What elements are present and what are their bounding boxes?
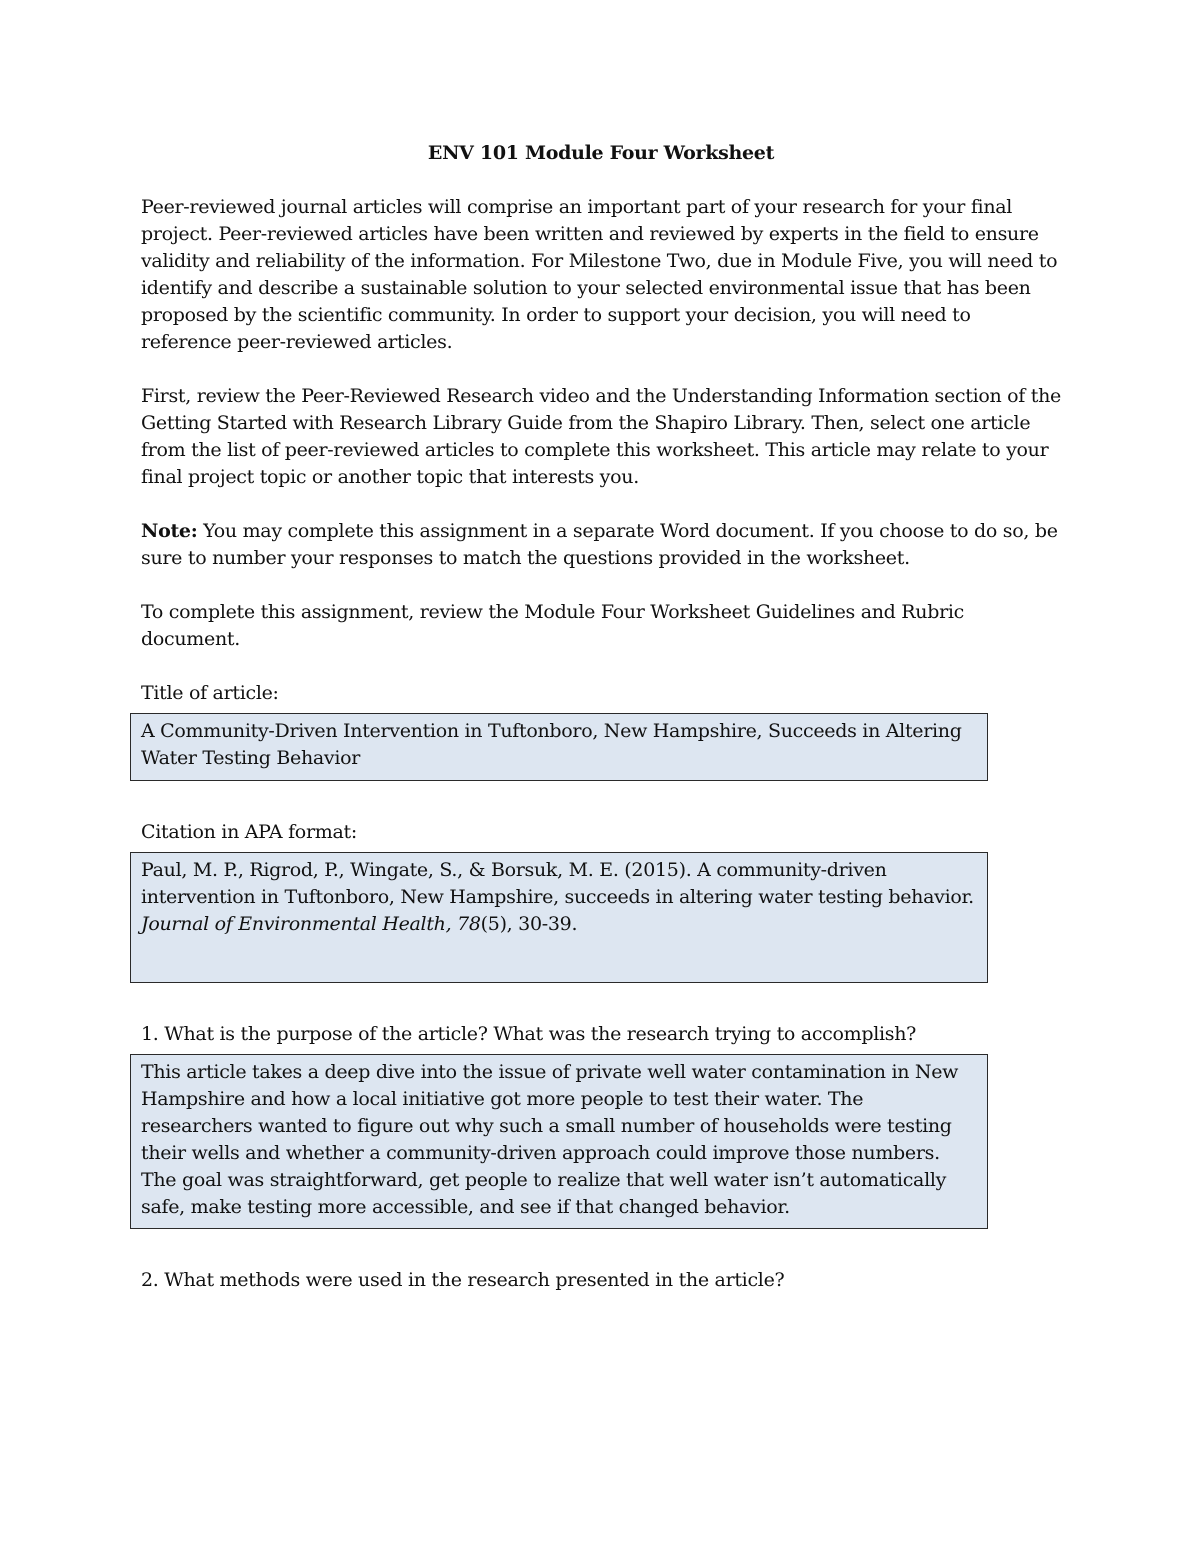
citation-authors: Paul, M. P., Rigrod, P., Wingate, S., & Borsuk, M. E. (2015). A community-driven intervention in Tuftonboro, New Hampshire, succeeds in altering water testing behavior. — [141, 859, 974, 908]
note-paragraph — [141, 518, 1061, 572]
intro-paragraph-2: First, review the Peer-Reviewed Research video and the Understanding Information section of the Getting Started with Research Library Guide from the Shapiro Library. Then, select one article from the list of peer-reviewed articles to complete this worksheet. This article may relate to your final project topic or another topic that interests you. — [141, 385, 1061, 488]
citation-label: Citation in APA format: — [141, 821, 357, 843]
article-title-label: Title of article: — [141, 682, 279, 704]
worksheet-content — [141, 140, 1061, 1300]
question-1-answer: This article takes a deep dive into the issue of private well water contamination in New Hampshire and how a local initiative got more people to test their water. The researchers wanted to figure out why such a small number of households were testing their wells and whether a community-driven approach could improve those numbers. The goal was straightforward, get people to realize that well water isn’t automatically safe, make testing more accessible, and see if that changed behavior. — [141, 1061, 959, 1218]
article-title-value: A Community-Driven Intervention in Tuftonboro, New Hampshire, Succeeds in Altering Water Testing Behavior — [141, 720, 962, 769]
citation-journal: Journal of Environmental Health, 78 — [141, 913, 481, 935]
question-1-label: 1. What is the purpose of the article? What was the research trying to accomplish? — [141, 1023, 917, 1045]
question-1-answer-field[interactable] — [130, 1054, 988, 1229]
intro-paragraph-4: To complete this assignment, review the Module Four Worksheet Guidelines and Rubric document. — [141, 601, 964, 650]
intro-paragraph-1: Peer-reviewed journal articles will comprise an important part of your research for your final project. Peer-reviewed articles have been written and reviewed by experts in the field to ensure validity and reliability of the information. For Milestone Two, due in Module Five, you will need to identify and describe a sustainable solution to your selected environmental issue that has been proposed by the scientific community. In order to support your decision, you will need to reference peer-reviewed articles. — [141, 196, 1058, 353]
note-text: You may complete this assignment in a separate Word document. If you choose to do so, be sure to number your responses to match the questions provided in the worksheet. — [141, 520, 1058, 569]
article-title-field[interactable] — [130, 713, 988, 781]
question-2-label: 2. What methods were used in the research presented in the article? — [141, 1269, 785, 1291]
note-label: Note: — [141, 520, 198, 542]
citation-issue: (5), 30-39. — [480, 913, 578, 935]
citation-field[interactable] — [130, 852, 988, 983]
page-title: ENV 101 Module Four Worksheet — [427, 142, 775, 164]
